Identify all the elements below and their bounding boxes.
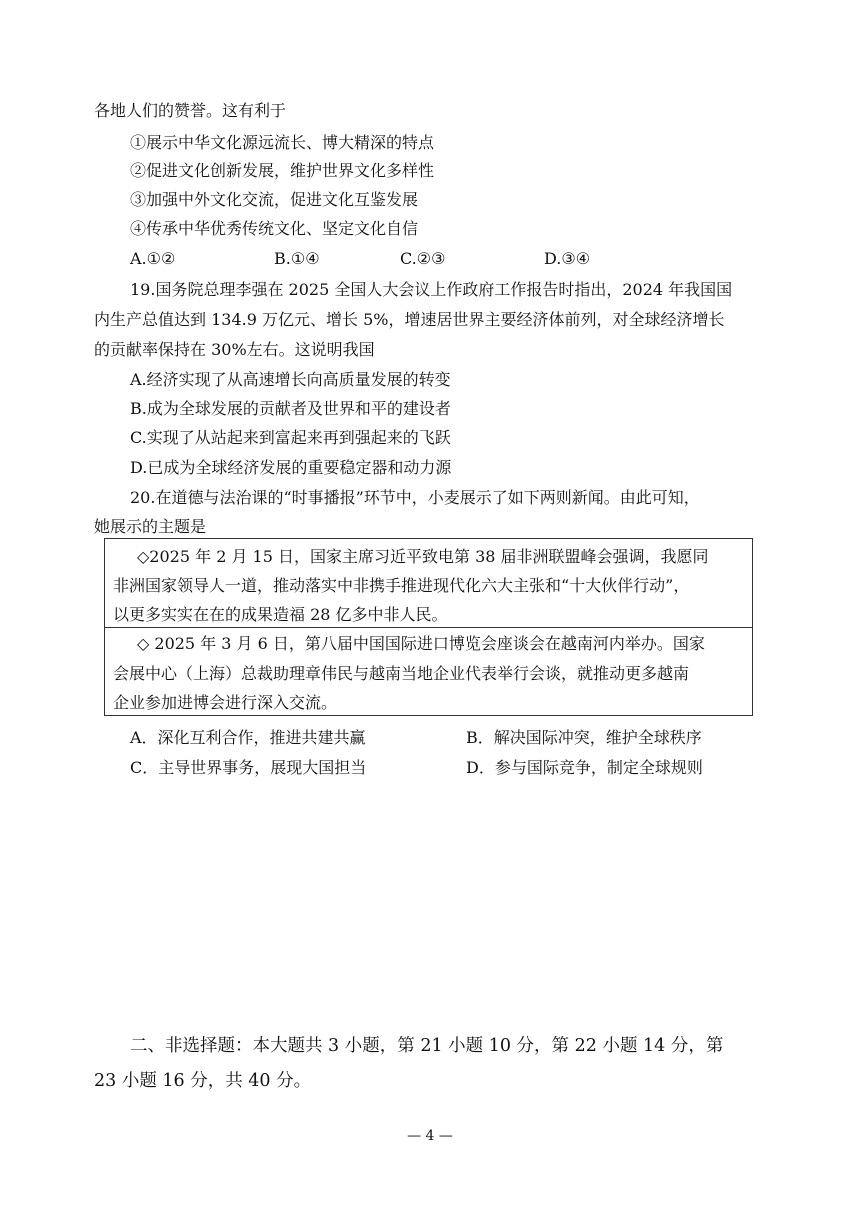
news-1-line-2: 非洲国家领导人一道，推动落实中非携手推进现代化六大主张和“十大伙伴行动”， xyxy=(113,576,690,595)
q19-stem-line-3: 的贡献率保持在 30%左右。这说明我国 xyxy=(94,340,375,359)
q18-option-c: C.②③ xyxy=(400,249,446,268)
news-2-line-2: 会展中心（上海）总裁助理章伟民与越南当地企业代表举行会谈，就推动更多越南 xyxy=(113,664,690,683)
q18-stem-tail: 各地人们的赞誉。这有利于 xyxy=(94,101,287,120)
q20-option-b: B．解决国际冲突，维护全球秩序 xyxy=(466,728,702,747)
news-2-line-3: 企业参加进博会进行深入交流。 xyxy=(113,693,338,712)
q18-item-3: ③加强中外文化交流，促进文化互鉴发展 xyxy=(130,190,419,209)
news-item-2 xyxy=(105,627,752,715)
news-item-1 xyxy=(105,539,752,628)
q19-stem-line-2: 内生产总值达到 134.9 万亿元、增长 5%，增速居世界主要经济体前列，对全球经济增长 xyxy=(94,310,725,329)
news-1-line-3: 以更多实实在在的成果造福 28 亿多中非人民。 xyxy=(113,605,448,624)
q20-option-d: D．参与国际竞争，制定全球规则 xyxy=(466,758,703,777)
news-2-line-1: ◇ 2025 年 3 月 6 日，第八届中国国际进口博览会座谈会在越南河内举办。国家 xyxy=(137,634,705,653)
q19-option-c: C.实现了从站起来到富起来再到强起来的飞跃 xyxy=(130,428,451,447)
q20-option-c: C．主导世界事务，展现大国担当 xyxy=(130,758,367,777)
q18-option-b: B.①④ xyxy=(274,249,320,268)
q19-stem-line-1: 19.国务院总理李强在 2025 全国人大会议上作政府工作报告时指出，2024 年我国国 xyxy=(130,280,733,299)
section-2-heading-line-1: 二、非选择题：本大题共 3 小题，第 21 小题 10 分，第 22 小题 14 分，第 xyxy=(130,1036,724,1056)
page-number: — 4 — xyxy=(407,1128,453,1144)
q19-option-d: D.已成为全球经济发展的重要稳定器和动力源 xyxy=(130,458,452,477)
section-2-heading-line-2: 23 小题 16 分，共 40 分。 xyxy=(94,1071,312,1091)
q20-stem-line-2: 她展示的主题是 xyxy=(94,517,207,536)
q20-stem-line-1: 20.在道德与法治课的“时事播报”环节中，小麦展示了如下两则新闻。由此可知， xyxy=(130,488,700,507)
q20-option-a: A．深化互利合作，推进共建共赢 xyxy=(130,728,366,747)
q18-item-2: ②促进文化创新发展，维护世界文化多样性 xyxy=(130,161,435,180)
news-1-line-1: ◇2025 年 2 月 15 日，国家主席习近平致电第 38 届非洲联盟峰会强调，我愿同 xyxy=(137,547,709,566)
q18-item-4: ④传承中华优秀传统文化、坚定文化自信 xyxy=(130,219,419,238)
q18-item-1: ①展示中华文化源远流长、博大精深的特点 xyxy=(130,133,435,152)
news-box xyxy=(104,538,753,716)
q19-option-b: B.成为全球发展的贡献者及世界和平的建设者 xyxy=(130,399,451,418)
q19-option-a: A.经济实现了从高速增长向高质量发展的转变 xyxy=(130,370,451,389)
q18-option-a: A.①② xyxy=(130,249,176,268)
q18-option-d: D.③④ xyxy=(544,249,591,268)
